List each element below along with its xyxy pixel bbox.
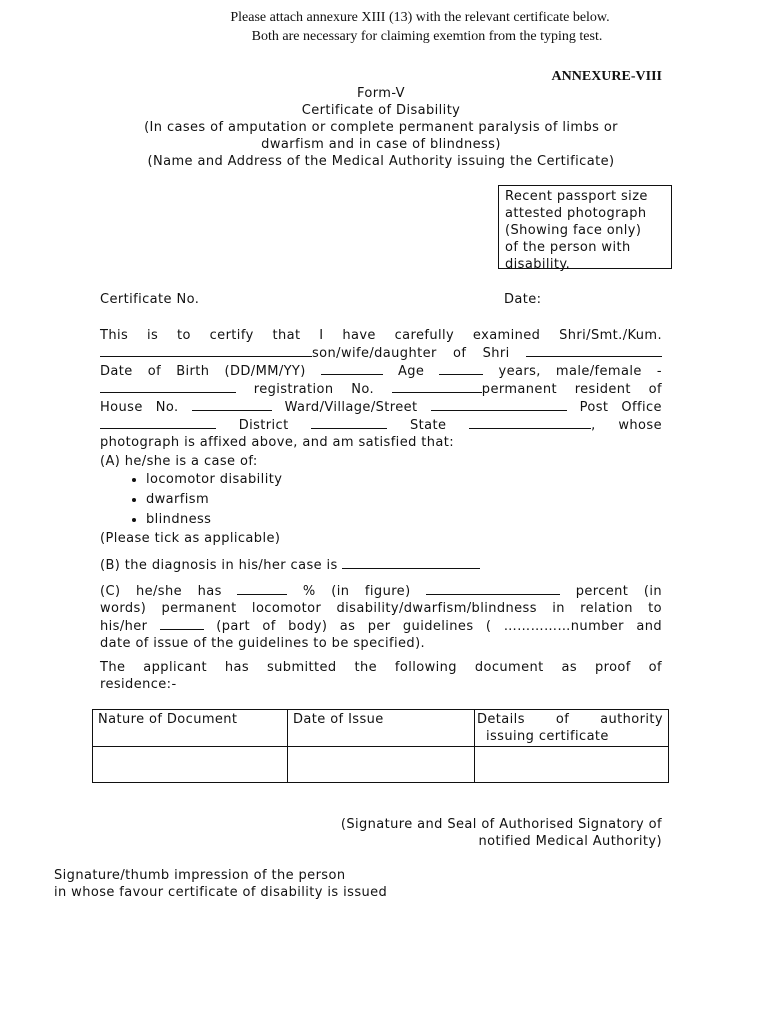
header-details-line-1: Details of authority xyxy=(477,712,663,727)
section-c-line-3 xyxy=(100,617,662,635)
body-line-4 xyxy=(100,380,662,398)
option-blindness[interactable]: • blindness xyxy=(146,510,662,530)
registration-label: registration No. xyxy=(253,382,375,397)
house-no-label: House No. xyxy=(100,400,179,415)
percent-figure-label: % (in figure) xyxy=(302,584,411,599)
form-authority: (Name and Address of the Medical Authority issuing the Certificate) xyxy=(147,154,615,169)
photo-box-line-2: attested photograph xyxy=(505,206,647,221)
top-note-line-1: Please attach annexure XIII (13) with the relevant certificate below. xyxy=(230,10,610,25)
has-label: (C) he/she has xyxy=(100,584,222,599)
state-field[interactable] xyxy=(469,416,591,429)
post-office-label: Post Office xyxy=(579,400,662,415)
section-c-line-1 xyxy=(100,582,662,600)
cell-nature-of-document[interactable] xyxy=(93,747,288,783)
certification-body xyxy=(100,327,662,451)
body-line-5 xyxy=(100,398,662,416)
father-name-field[interactable] xyxy=(526,344,662,357)
top-note xyxy=(160,8,680,46)
district-label: District xyxy=(238,418,289,433)
whose-label: , whose xyxy=(591,418,662,433)
tick-note: (Please tick as applicable) xyxy=(100,531,281,546)
district-field[interactable] xyxy=(311,416,387,429)
residence-line-1: The applicant has submitted the following document as proof of xyxy=(100,660,662,675)
certificate-no-label: Certificate No. xyxy=(100,292,200,307)
section-c-line-4: date of issue of the guidelines to be specified). xyxy=(100,636,426,651)
date-label: Date: xyxy=(504,292,542,307)
post-office-field[interactable] xyxy=(100,416,216,429)
body-line-7: photograph is affixed above, and am satisfied that: xyxy=(100,435,455,450)
percent-words-field[interactable] xyxy=(426,582,560,595)
photo-box-line-3: (Showing face only) xyxy=(505,223,642,238)
percent-figure-field[interactable] xyxy=(237,582,287,595)
form-scope-line-1: (In cases of amputation or complete permanent paralysis of limbs or xyxy=(144,120,618,135)
signatory-line-2: notified Medical Authority) xyxy=(478,834,662,849)
state-label: State xyxy=(410,418,447,433)
signatory-line-1: (Signature and Seal of Authorised Signatory of xyxy=(340,817,662,832)
section-b xyxy=(100,556,662,574)
registration-field[interactable] xyxy=(392,380,482,393)
house-no-field[interactable] xyxy=(192,398,272,411)
document-table xyxy=(92,709,669,783)
section-c-line-2: words) permanent locomotor disability/dwarfism/blindness in relation to xyxy=(100,601,662,616)
body-son-of-label: son/wife/daughter of Shri xyxy=(312,346,510,361)
age-field[interactable] xyxy=(439,362,483,375)
age-label: Age xyxy=(397,364,425,379)
body-part-field[interactable] xyxy=(160,617,204,630)
guidelines-label: (part of body) as per guidelines ( ……………number and xyxy=(216,619,662,634)
photo-box-line-1: Recent passport size xyxy=(505,189,648,204)
table-header-row xyxy=(93,710,669,747)
header-date-of-issue: Date of Issue xyxy=(288,710,475,747)
header-details-of-authority xyxy=(475,710,669,747)
section-a xyxy=(100,453,662,547)
thumb-line-2: in whose favour certificate of disability is issued xyxy=(54,885,388,900)
body-line-1: This is to certify that I have carefully examined Shri/Smt./Kum. xyxy=(100,328,662,343)
diagnosis-label: (B) the diagnosis in his/her case is xyxy=(100,558,338,573)
body-line-3 xyxy=(100,362,662,380)
option-dwarfism[interactable]: • dwarfism xyxy=(146,490,662,510)
residence-section xyxy=(100,659,662,693)
diagnosis-field[interactable] xyxy=(342,556,480,569)
header-details-line-2: issuing certificate xyxy=(486,729,609,744)
photo-box-line-4: of the person with xyxy=(505,240,631,255)
resident-label: permanent resident of xyxy=(481,382,662,397)
photo-box-line-5: disability. xyxy=(505,257,571,272)
section-a-label: (A) he/she is a case of: xyxy=(100,454,258,469)
gender-field[interactable] xyxy=(100,380,236,393)
dob-field[interactable] xyxy=(321,362,383,375)
form-name: Form-V xyxy=(357,86,405,101)
disability-type-list xyxy=(100,470,662,530)
his-her-label: his/her xyxy=(100,619,148,634)
ward-field[interactable] xyxy=(431,398,567,411)
photo-box[interactable] xyxy=(498,185,672,272)
dob-label: Date of Birth (DD/MM/YY) xyxy=(100,364,306,379)
annexure-label: ANNEXURE-VIII xyxy=(551,69,662,84)
name-field[interactable] xyxy=(100,344,312,357)
thumb-line-1: Signature/thumb impression of the person xyxy=(54,868,346,883)
gender-label: years, male/female - xyxy=(498,364,662,379)
top-note-line-2: Both are necessary for claiming exemtion from the typing test. xyxy=(251,29,603,44)
body-line-2 xyxy=(100,344,662,362)
body-line-6 xyxy=(100,416,662,434)
ward-label: Ward/Village/Street xyxy=(284,400,418,415)
header-nature-of-document: Nature of Document xyxy=(93,710,288,747)
form-title: Certificate of Disability xyxy=(301,103,461,118)
thumb-impression-block xyxy=(54,867,474,901)
cell-date-of-issue[interactable] xyxy=(288,747,475,783)
cell-details-of-authority[interactable] xyxy=(475,747,669,783)
signatory-block xyxy=(300,816,662,850)
option-locomotor-disability[interactable]: • locomotor disability xyxy=(146,470,662,490)
form-scope-line-2: dwarfism and in case of blindness) xyxy=(261,137,501,152)
table-row xyxy=(93,747,669,783)
form-heading xyxy=(100,85,662,170)
residence-line-2: residence:- xyxy=(100,677,177,692)
section-c xyxy=(100,582,662,652)
percent-words-label: percent (in xyxy=(575,584,662,599)
